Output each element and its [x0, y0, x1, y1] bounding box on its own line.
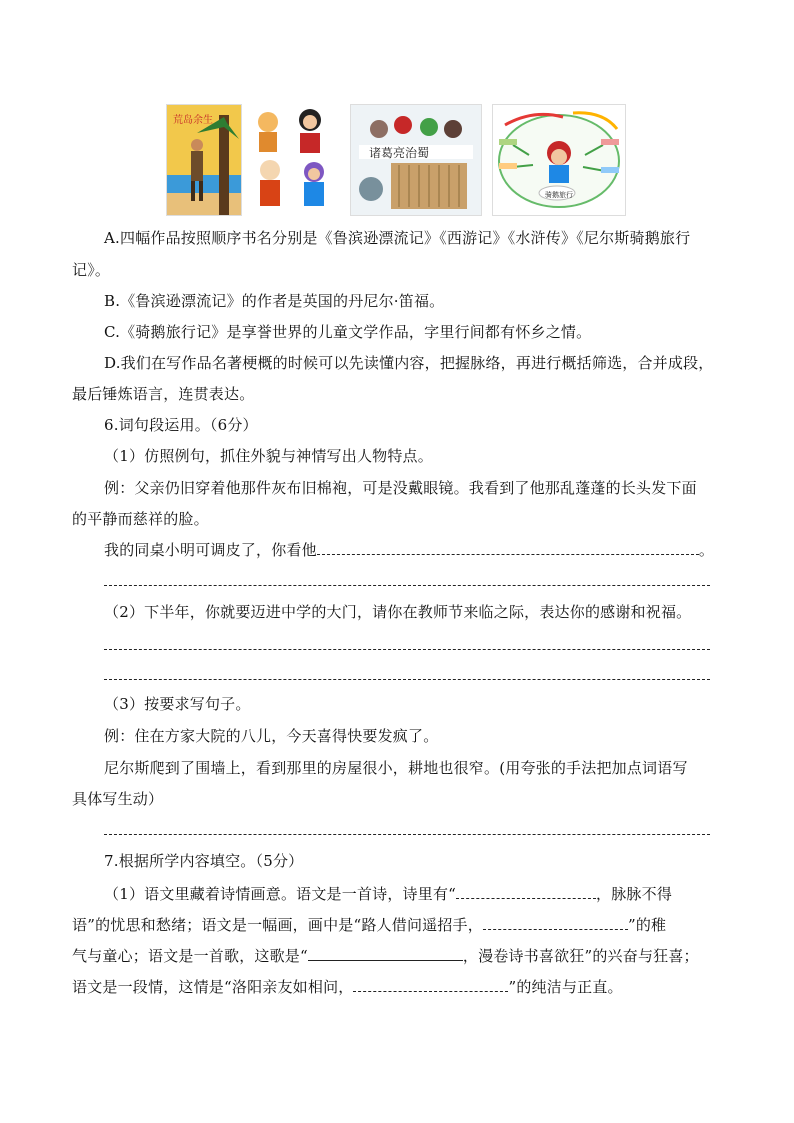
- q7-line1-start: （1）语文里藏着诗情画意。语文是一首诗，诗里有“: [104, 885, 457, 903]
- fill-blank-1[interactable]: [456, 884, 596, 899]
- question-6-example1-continued: 的平静而慈祥的脸。: [72, 510, 209, 528]
- answer-blank-1[interactable]: [317, 540, 699, 555]
- q7-line3-end: ，漫卷诗书喜欲狂”的兴奋与狂喜；: [462, 947, 699, 965]
- question-7-line3: [72, 946, 722, 966]
- q7-line2-end: ”的稚: [627, 916, 667, 934]
- question-7-line1: [104, 884, 754, 904]
- robinson-crusoe-book-cover: [166, 104, 242, 216]
- water-margin-scroll-drawing: [350, 104, 482, 216]
- prompt1-end: 。: [698, 541, 715, 559]
- fill-blank-3[interactable]: [308, 946, 463, 961]
- question-7-line2: [72, 915, 722, 935]
- option-b: B.《鲁滨逊漂流记》的作者是英国的丹尼尔·笛福。: [104, 292, 445, 310]
- robinson-cover-title: 荒岛余生: [173, 115, 213, 126]
- q7-line1-end: ，脉脉不得: [596, 885, 673, 903]
- question-6-prompt3-continued: 具体写生动）: [72, 790, 164, 808]
- question-6-example1: 例：父亲仍旧穿着他那件灰布旧棉袍，可是没戴眼镜。我看到了他那乱蓬蓬的长头发下面: [104, 479, 697, 497]
- answer-line-2a[interactable]: [104, 649, 710, 650]
- option-d-continued: 最后锤炼语言，连贯表达。: [72, 385, 255, 403]
- prompt1-text: 我的同桌小明可调皮了，你看他: [104, 541, 317, 559]
- nils-holgersson-mind-map: [492, 104, 626, 216]
- question-6-sub1: （1）仿照例句，抓住外貌与神情写出人物特点。: [104, 447, 433, 465]
- answer-line-1b[interactable]: [104, 585, 710, 586]
- fill-blank-2[interactable]: [483, 915, 628, 930]
- question-6-prompt3: 尼尔斯爬到了围墙上，看到那里的房屋很小，耕地也很窄。(用夸张的手法把加点词语写: [104, 759, 688, 777]
- answer-line-3[interactable]: [104, 834, 710, 835]
- answer-line-2b[interactable]: [104, 679, 710, 680]
- question-6-example3: 例：住在方家大院的八儿，今天喜得快要发疯了。: [104, 727, 439, 745]
- book-images-row: [166, 104, 626, 216]
- option-a: A.四幅作品按照顺序书名分别是《鲁滨逊漂流记》《西游记》《水浒传》《尼尔斯骑鹅旅行: [104, 229, 691, 247]
- nils-map-label: 骑鹅旅行: [545, 191, 573, 199]
- question-6-prompt1: [104, 540, 754, 560]
- question-7-line4: [72, 977, 722, 997]
- option-a-continued: 记》。: [72, 261, 111, 279]
- option-c: C.《骑鹅旅行记》是享誉世界的儿童文学作品，字里行间都有怀乡之情。: [104, 323, 592, 341]
- question-7-title: 7.根据所学内容填空。（5分）: [104, 852, 304, 870]
- question-6-sub3: （3）按要求写句子。: [104, 695, 251, 713]
- journey-to-the-west-characters: [250, 104, 338, 214]
- option-d: D.我们在写作品名著梗概的时候可以先读懂内容，把握脉络，再进行概括筛选，合并成段，: [104, 354, 714, 372]
- fill-blank-4[interactable]: [353, 977, 508, 992]
- q7-line3-start: 气与童心；语文是一首歌，这歌是“: [72, 947, 308, 965]
- question-6-sub2: （2）下半年，你就要迈进中学的大门，请你在教师节来临之际，表达你的感谢和祝福。: [104, 603, 692, 621]
- q7-line4-start: 语文是一段情，这情是“洛阳亲友如相问，: [72, 978, 354, 996]
- question-6-title: 6.词句段运用。（6分）: [104, 416, 258, 434]
- q7-line4-end: ”的纯洁与正直。: [508, 978, 623, 996]
- q7-line2-start: 语”的忧思和愁绪；语文是一幅画，画中是“路人借问遥招手，: [72, 916, 483, 934]
- water-margin-title: 诸葛亮治蜀: [369, 146, 430, 160]
